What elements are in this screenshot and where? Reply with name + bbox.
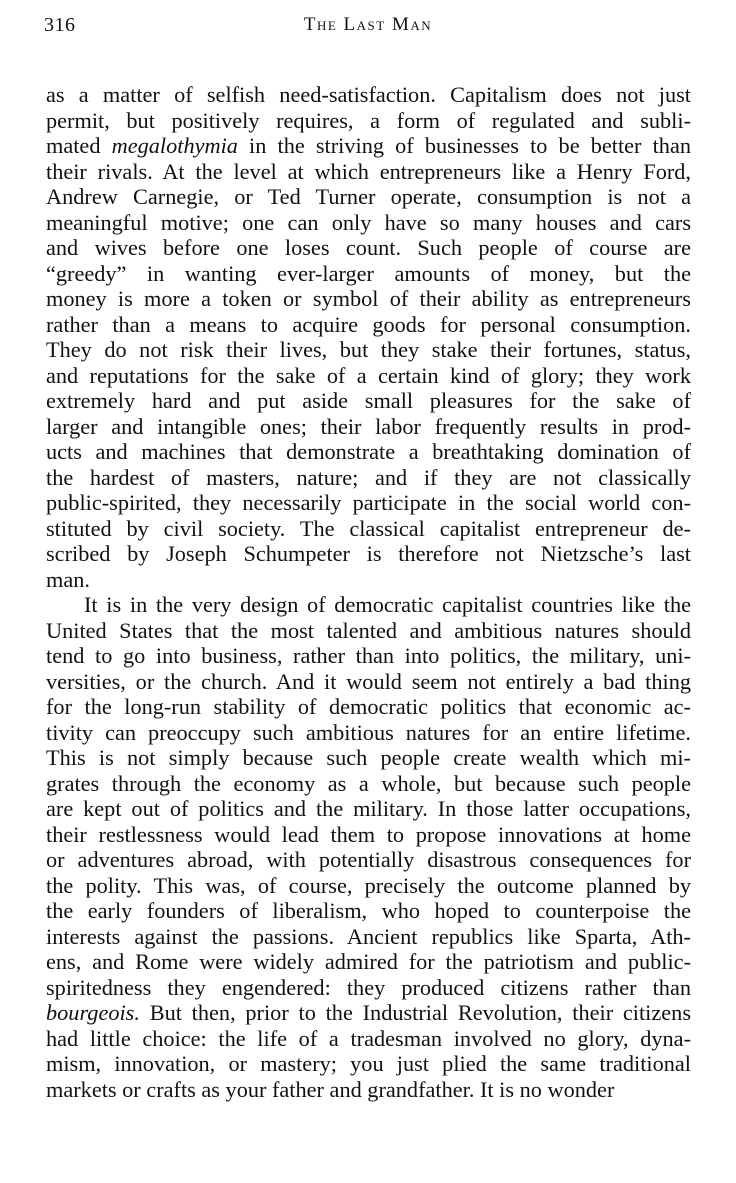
text-line: public-spirited, they necessarily participate in the social world con- [46, 490, 691, 515]
text-line: the polity. This was, of course, precisely the outcome planned by [46, 872, 691, 898]
text-line: mated megalothymia in the striving of businesses to be better than [46, 133, 691, 158]
text-line: the early founders of liberalism, who hoped to counterpoise the [46, 898, 691, 923]
text-line: grates through the economy as a whole, but because such people [46, 770, 691, 796]
text-line: bourgeois. But then, prior to the Industrial Revolution, their citizens [46, 1000, 691, 1025]
text-line: ens, and Rome were widely admired for the patriotism and public- [46, 949, 691, 974]
text-line: their rivals. At the level at which entrepreneurs like a Henry Ford, [46, 158, 691, 184]
text-line: permit, but positively requires, a form of regulated and subli- [46, 107, 691, 133]
text-line: markets or crafts as your father and grandfather. It is no wonder [46, 1076, 615, 1102]
text-line: scribed by Joseph Schumpeter is therefore not Nietzsche’s last [46, 541, 691, 566]
body-text [46, 82, 691, 1102]
text-line: man. [46, 566, 90, 592]
text-line: the hardest of masters, nature; and if they are not classically [46, 464, 691, 490]
text-line: ucts and machines that demonstrate a breathtaking domination of [46, 439, 691, 464]
paragraph-1 [46, 82, 691, 592]
text-line: tend to go into business, rather than into politics, the military, uni- [46, 643, 691, 668]
text-line: interests against the passions. Ancient republics like Sparta, Ath- [46, 923, 691, 949]
text-line: It is in the very design of democratic capitalist countries like the [84, 592, 691, 617]
page-number: 316 [44, 14, 76, 36]
text-line: They do not risk their lives, but they stake their fortunes, status, [46, 337, 691, 362]
text-line: Andrew Carnegie, or Ted Turner operate, consumption is not a [46, 184, 691, 209]
text-line: for the long-run stability of democratic politics that economic ac- [46, 694, 691, 719]
text-line: mism, innovation, or mastery; you just plied the same traditional [46, 1051, 691, 1076]
text-line: extremely hard and put aside small pleasures for the sake of [46, 388, 691, 413]
italic-term: megalothymia [111, 133, 238, 158]
text-line: tivity can preoccupy such ambitious natures for an entire lifetime. [46, 719, 691, 745]
text-line: as a matter of selfish need-satisfaction. Capitalism does not just [46, 82, 691, 107]
text-line: United States that the most talented and ambitious natures should [46, 617, 691, 643]
text-line: had little choice: the life of a tradesman involved no glory, dyna- [46, 1025, 691, 1051]
text-line: meaningful motive; one can only have so many houses and cars [46, 209, 691, 235]
text-line: “greedy” in wanting ever-larger amounts of money, but the [46, 260, 691, 286]
running-title: The Last Man [303, 14, 433, 35]
text-line: rather than a means to acquire goods for personal consumption. [46, 311, 691, 337]
text-line: or adventures abroad, with potentially disastrous consequences for [46, 847, 691, 872]
paragraph-2 [46, 592, 691, 1102]
text-line: and wives before one loses count. Such people of course are [46, 235, 691, 260]
text-line: stituted by civil society. The classical capitalist entrepreneur de- [46, 515, 691, 541]
text-line: money is more a token or symbol of their ability as entrepreneurs [46, 286, 691, 311]
text-line: larger and intangible ones; their labor frequently results in prod- [46, 413, 691, 439]
text-line: spiritedness they engendered: they produced citizens rather than [46, 974, 691, 1000]
text-line: are kept out of politics and the military. In those latter occupations, [46, 796, 691, 821]
text-line: and reputations for the sake of a certain kind of glory; they work [46, 362, 691, 388]
italic-term: bourgeois. [46, 1000, 140, 1025]
text-line: versities, or the church. And it would seem not entirely a bad thing [46, 668, 691, 694]
text-line: their restlessness would lead them to propose innovations at home [46, 821, 691, 847]
running-header [44, 14, 692, 44]
text-line: This is not simply because such people create wealth which mi- [46, 745, 691, 770]
